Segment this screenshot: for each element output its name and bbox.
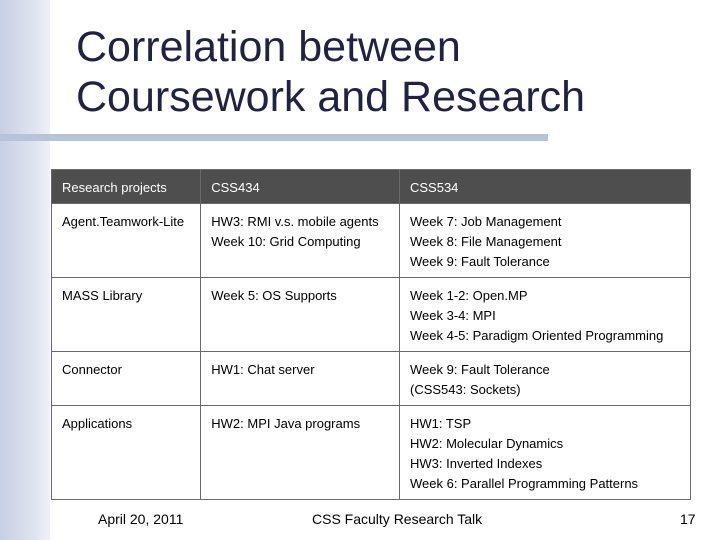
project-cell: MASS Library <box>52 278 201 352</box>
title-line-2: Coursework and Research <box>76 73 586 121</box>
cell-line: Week 3-4: MPI <box>409 308 496 323</box>
cell-line: Week 8: File Management <box>409 234 562 249</box>
cell-line: HW2: Molecular Dynamics <box>409 436 564 451</box>
table-row <box>52 406 691 500</box>
cell-line: Week 5: OS Supports <box>211 288 337 303</box>
css434-cell <box>201 204 400 278</box>
cell-line: HW1: TSP <box>409 416 472 431</box>
css534-cell <box>399 352 690 406</box>
cell-line: HW1: Chat server <box>211 362 315 377</box>
table-row <box>52 352 691 406</box>
cell-line: Week 9: Fault Tolerance <box>409 362 550 377</box>
cell-line: HW2: MPI Java programs <box>211 416 361 431</box>
title-line-1: Correlation between <box>76 23 461 71</box>
project-cell: Applications <box>52 406 201 500</box>
left-decorative-bar <box>0 0 50 540</box>
cell-line: HW3: Inverted Indexes <box>409 456 543 471</box>
header-research-projects: Research projects <box>52 170 201 204</box>
css434-cell <box>201 278 400 352</box>
title-underline <box>0 134 548 141</box>
table-row <box>52 278 691 352</box>
header-css534: CSS534 <box>399 170 690 204</box>
cell-line: Week 7: Job Management <box>409 214 562 229</box>
slide-number: 17 <box>680 511 696 527</box>
project-cell: Connector <box>52 352 201 406</box>
header-css434: CSS434 <box>201 170 400 204</box>
cell-line: HW3: RMI v.s. mobile agents <box>211 214 379 229</box>
footer-talk-title: CSS Faculty Research Talk <box>312 511 483 527</box>
slide-title <box>76 22 676 122</box>
css534-cell <box>399 278 690 352</box>
cell-line: Week 4-5: Paradigm Oriented Programming <box>409 328 664 343</box>
cell-line: Week 9: Fault Tolerance <box>409 254 550 269</box>
css434-cell <box>201 352 400 406</box>
project-cell: Agent.Teamwork-Lite <box>52 204 201 278</box>
cell-line: Week 10: Grid Computing <box>211 234 361 249</box>
cell-line: Week 6: Parallel Programming Patterns <box>409 476 639 491</box>
css434-cell <box>201 406 400 500</box>
css534-cell <box>399 204 690 278</box>
coursework-research-table <box>51 169 691 500</box>
table-row <box>52 204 691 278</box>
cell-line: Week 1-2: Open.MP <box>409 288 528 303</box>
table-header-row <box>52 170 691 204</box>
css534-cell <box>399 406 690 500</box>
cell-line: (CSS543: Sockets) <box>409 382 521 397</box>
footer-date: April 20, 2011 <box>98 511 184 527</box>
